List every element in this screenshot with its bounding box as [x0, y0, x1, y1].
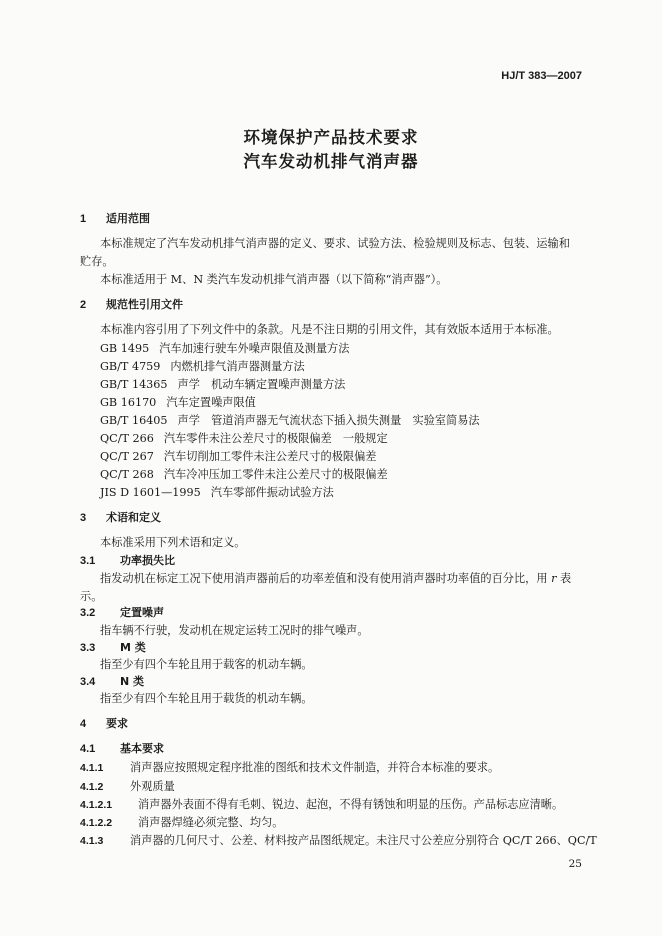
section-3-heading [80, 511, 161, 525]
term-3-1-definition [100, 572, 571, 586]
term-3-3-definition: 指至少有四个车轮且用于载客的机动车辆。 [100, 658, 313, 671]
clause-number: 4.1.2.2 [80, 817, 113, 829]
clause-number: 4.1.2.1 [80, 799, 113, 811]
term-title: M 类 [120, 641, 146, 654]
ref-title: 汽车切削加工零件未注公差尺寸的极限偏差 [163, 450, 377, 463]
ref-item [100, 468, 388, 482]
section-4-heading [80, 717, 128, 731]
term-3-3-heading [80, 641, 146, 655]
ref-item [100, 432, 388, 446]
section-number: 2 [80, 299, 87, 311]
term-title: N 类 [120, 675, 145, 688]
ref-item [100, 450, 376, 464]
ref-item [100, 342, 349, 356]
document-code: HJ/T 383—2007 [501, 70, 582, 82]
ref-title: 汽车零部件振动试验方法 [210, 486, 334, 499]
clause-text: 消声器的几何尺寸、公差、材料按产品图纸规定。未注尺寸公差应分别符合 QC/T 266、QC/T [130, 834, 597, 847]
ref-code: QC/T 266 [100, 432, 154, 445]
title-line-1: 环境保护产品技术要求 [243, 128, 419, 147]
ref-item [100, 486, 334, 500]
ref-code: QC/T 268 [100, 468, 154, 481]
clause-4-1-3 [80, 834, 597, 848]
term-3-2-heading [80, 606, 164, 620]
s1-paragraph-1b: 贮存。 [80, 255, 114, 268]
clause-text: 外观质量 [130, 780, 175, 793]
ref-code: JIS D 1601—1995 [100, 486, 201, 499]
ref-code: GB 16170 [100, 396, 157, 409]
ref-item [100, 360, 305, 374]
ref-code: QC/T 267 [100, 450, 154, 463]
ref-code: GB/T 14365 [100, 378, 168, 391]
term-3-2-definition: 指车辆不行驶，发动机在规定运转工况时的排气噪声。 [100, 624, 369, 637]
term-title: 功率损失比 [120, 554, 175, 567]
clause-number: 4.1.1 [80, 762, 104, 774]
term-3-4-definition: 指至少有四个车轮且用于载货的机动车辆。 [100, 692, 313, 705]
clause-4-1-1 [80, 761, 499, 775]
ref-title: 汽车加速行驶车外噪声限值及测量方法 [159, 342, 350, 355]
ref-code: GB/T 16405 [100, 414, 168, 427]
clause-4-1-heading [80, 742, 164, 756]
term-number: 3.1 [80, 555, 96, 567]
ref-title: 汽车零件未注公差尺寸的极限偏差 一般规定 [163, 432, 388, 445]
section-title: 要求 [106, 717, 128, 730]
ref-title: 声学 管道消声器无气流状态下插入损失测量 实验室简易法 [177, 414, 480, 427]
s1-paragraph-1a: 本标准规定了汽车发动机排气消声器的定义、要求、试验方法、检验规则及标志、包装、运输和 [100, 237, 570, 250]
clause-4-1-2-2 [80, 816, 283, 830]
s3-intro: 本标准采用下列术语和定义。 [100, 536, 246, 549]
term-3-4-heading [80, 675, 144, 689]
s1-paragraph-2: 本标准适用于 M、N 类汽车发动机排气消声器（以下简称“消声器”）。 [100, 273, 448, 286]
term-number: 3.2 [80, 607, 96, 619]
clause-text: 消声器焊缝必须完整、均匀。 [138, 816, 284, 829]
clause-4-1-2 [80, 780, 175, 794]
clause-number: 4.1.2 [80, 781, 104, 793]
clause-text: 消声器应按照规定程序批准的图纸和技术文件制造，并符合本标准的要求。 [130, 761, 500, 774]
section-number: 3 [80, 512, 87, 524]
section-title: 适用范围 [106, 212, 150, 225]
page-number: 25 [568, 858, 582, 870]
section-1-heading [80, 212, 150, 226]
definition-text: 指发动机在标定工况下使用消声器前后的功率差值和没有使用消声器时功率值的百分比，用 [100, 572, 548, 585]
title-line-2: 汽车发动机排气消声器 [243, 152, 419, 171]
ref-title: 汽车定置噪声限值 [166, 396, 256, 409]
section-title: 术语和定义 [106, 511, 161, 524]
clause-4-1-2-1 [80, 798, 563, 812]
term-title: 定置噪声 [120, 606, 164, 619]
ref-item [100, 378, 345, 392]
definition-text-end: 表 [560, 572, 572, 585]
clause-number: 4.1.3 [80, 835, 104, 847]
section-number: 4 [80, 718, 87, 730]
section-number: 1 [80, 213, 87, 225]
s2-intro: 本标准内容引用了下列文件中的条款。凡是不注日期的引用文件，其有效版本适用于本标准。 [100, 323, 559, 336]
term-3-1-heading [80, 554, 175, 568]
ref-title: 内燃机排气消声器测量方法 [170, 360, 305, 373]
term-number: 3.3 [80, 642, 96, 654]
clause-title: 基本要求 [120, 742, 164, 755]
ref-item [100, 414, 480, 428]
section-2-heading [80, 298, 183, 312]
ref-item [100, 396, 256, 410]
ref-code: GB/T 4759 [100, 360, 161, 373]
term-number: 3.4 [80, 676, 96, 688]
term-3-1-definition-cont: 示。 [80, 590, 103, 603]
clause-number: 4.1 [80, 743, 96, 755]
symbol-r: r [551, 572, 557, 585]
ref-code: GB 1495 [100, 342, 150, 355]
ref-title: 汽车冷冲压加工零件未注公差尺寸的极限偏差 [163, 468, 388, 481]
clause-text: 消声器外表面不得有毛刺、锐边、起泡，不得有锈蚀和明显的压伤。产品标志应清晰。 [138, 798, 564, 811]
section-title: 规范性引用文件 [106, 298, 183, 311]
ref-title: 声学 机动车辆定置噪声测量方法 [177, 378, 346, 391]
